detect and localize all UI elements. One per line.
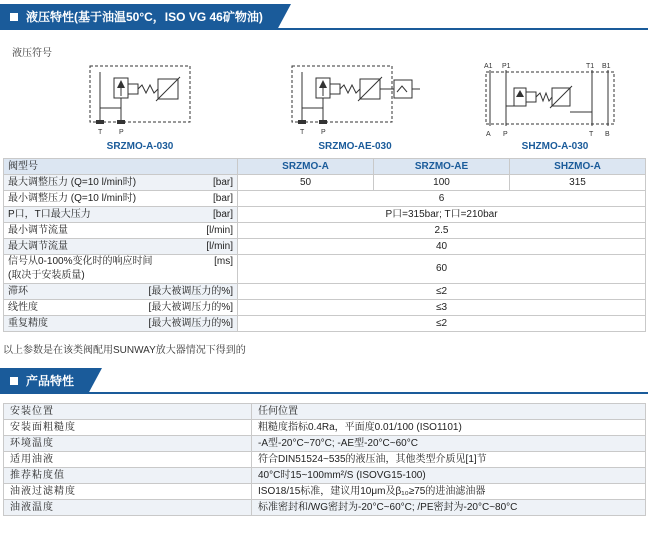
section-header-product bbox=[0, 368, 648, 394]
property-name: 推荐粘度值 bbox=[4, 468, 252, 484]
section-header-hydraulic bbox=[0, 4, 648, 30]
product-table bbox=[3, 403, 646, 516]
property-value: 粗糙度指标0.4Ra，平面度0.01/100 (ISO1101) bbox=[252, 420, 646, 436]
footnote: 以上参数是在该类阀配用SUNWAY放大器情况下得到的 bbox=[3, 345, 246, 356]
param-unit: [最大被调压力的%] bbox=[148, 317, 233, 329]
port-label-t: T bbox=[98, 129, 103, 136]
param-unit: [l/min] bbox=[206, 240, 233, 252]
value-cell: 315 bbox=[510, 175, 646, 191]
table-row bbox=[4, 175, 646, 191]
table-row bbox=[4, 255, 646, 284]
table-row bbox=[4, 300, 646, 316]
param-unit: [bar] bbox=[212, 192, 233, 204]
port-label-p1: P1 bbox=[502, 63, 511, 70]
spec-header-row bbox=[4, 159, 646, 175]
hydraulic-symbol-srzmo-ae bbox=[288, 62, 428, 138]
section-title-box bbox=[0, 4, 277, 30]
port-label-a: A bbox=[486, 131, 491, 138]
param-unit: [最大被调压力的%] bbox=[148, 301, 233, 313]
spec-table bbox=[3, 158, 646, 332]
param-unit: [最大被调压力的%] bbox=[148, 285, 233, 297]
port-label-b: B bbox=[605, 131, 610, 138]
section-title: 产品特性 bbox=[26, 374, 75, 388]
diagram-name-srzmo-ae: SRZMO-AE-030 bbox=[318, 141, 392, 152]
port-label-t: T bbox=[589, 131, 594, 138]
table-row bbox=[4, 207, 646, 223]
port-label-p: P bbox=[119, 129, 124, 136]
property-name: 安装面粗糙度 bbox=[4, 420, 252, 436]
table-row bbox=[4, 239, 646, 255]
value-cell: 40 bbox=[238, 239, 646, 255]
param-unit: [bar] bbox=[212, 176, 233, 188]
section-title: 液压特性(基于油温50°C，ISO VG 46矿物油) bbox=[26, 10, 263, 24]
param-name: P口，T口最大压力 bbox=[8, 208, 91, 220]
param-name: 滞环 bbox=[8, 285, 28, 297]
table-row bbox=[4, 484, 646, 500]
hydraulic-symbol-srzmo-a bbox=[86, 62, 196, 138]
table-row bbox=[4, 316, 646, 332]
table-row bbox=[4, 191, 646, 207]
value-cell: P口=315bar; T口=210bar bbox=[238, 207, 646, 223]
property-name: 安装位置 bbox=[4, 404, 252, 420]
param-name: 最大调整压力 (Q=10 l/min时) bbox=[8, 176, 137, 188]
property-value: 标准密封和/WG密封为-20°C~60°C; /PE密封为-20°C~80°C bbox=[252, 500, 646, 516]
param-name: 信号从0-100%变化时的响应时间 bbox=[8, 256, 153, 267]
param-name: 最小调整压力 (Q=10 l/min时) bbox=[8, 192, 137, 204]
header-slant bbox=[277, 4, 291, 30]
diagram-name-shzmo-a: SHZMO-A-030 bbox=[521, 141, 589, 152]
property-value: -A型-20°C~70°C; -AE型-20°C~60°C bbox=[252, 436, 646, 452]
table-row bbox=[4, 284, 646, 300]
square-bullet-icon bbox=[10, 377, 18, 385]
value-cell: 100 bbox=[374, 175, 510, 191]
param-name: 最大调节流量 bbox=[8, 240, 68, 252]
port-label-t1: T1 bbox=[586, 63, 595, 70]
param-name-2: (取决于安装质量) bbox=[8, 270, 85, 281]
property-name: 环境温度 bbox=[4, 436, 252, 452]
port-label-t: T bbox=[300, 129, 305, 136]
table-row bbox=[4, 404, 646, 420]
port-label-a1: A1 bbox=[484, 63, 493, 70]
table-row bbox=[4, 500, 646, 516]
property-value: 40°C时15~100mm²/S (ISOVG15-100) bbox=[252, 468, 646, 484]
value-cell: ≤2 bbox=[238, 316, 646, 332]
param-unit: [ms] bbox=[214, 256, 233, 267]
model-srzmo-ae: SRZMO-AE bbox=[374, 159, 510, 175]
diagram-name-srzmo-a: SRZMO-A-030 bbox=[106, 141, 174, 152]
header-slant bbox=[88, 368, 102, 394]
value-cell: 60 bbox=[238, 255, 646, 284]
param-unit: [bar] bbox=[212, 208, 233, 220]
port-label-p: P bbox=[321, 129, 326, 136]
table-row bbox=[4, 223, 646, 239]
property-name: 油液过滤精度 bbox=[4, 484, 252, 500]
value-cell: 2.5 bbox=[238, 223, 646, 239]
square-bullet-icon bbox=[10, 13, 18, 21]
header-underline bbox=[0, 28, 648, 30]
param-name: 最小调节流量 bbox=[8, 224, 68, 236]
table-row bbox=[4, 452, 646, 468]
port-label-b1: B1 bbox=[602, 63, 611, 70]
value-cell: 6 bbox=[238, 191, 646, 207]
property-value: 任何位置 bbox=[252, 404, 646, 420]
property-name: 适用油液 bbox=[4, 452, 252, 468]
value-cell: ≤3 bbox=[238, 300, 646, 316]
model-shzmo-a: SHZMO-A bbox=[510, 159, 646, 175]
header-underline bbox=[0, 392, 648, 394]
property-value: ISO18/15标准，建议用10μm及β₁₀≥75的进油滤油器 bbox=[252, 484, 646, 500]
model-label: 阀型号 bbox=[4, 159, 238, 175]
table-row bbox=[4, 436, 646, 452]
param-unit: [l/min] bbox=[206, 224, 233, 236]
property-value: 符合DIN51524~535的液压油，其他类型介质见[1]节 bbox=[252, 452, 646, 468]
table-row bbox=[4, 420, 646, 436]
value-cell: 50 bbox=[238, 175, 374, 191]
symbol-label: 液压符号 bbox=[12, 48, 52, 59]
value-cell: ≤2 bbox=[238, 284, 646, 300]
model-srzmo-a: SRZMO-A bbox=[238, 159, 374, 175]
hydraulic-symbol-shzmo-a bbox=[480, 60, 620, 140]
param-name: 线性度 bbox=[8, 301, 38, 313]
property-name: 油液温度 bbox=[4, 500, 252, 516]
table-row bbox=[4, 468, 646, 484]
section-title-box bbox=[0, 368, 88, 394]
port-label-p: P bbox=[503, 131, 508, 138]
param-name: 重复精度 bbox=[8, 317, 48, 329]
